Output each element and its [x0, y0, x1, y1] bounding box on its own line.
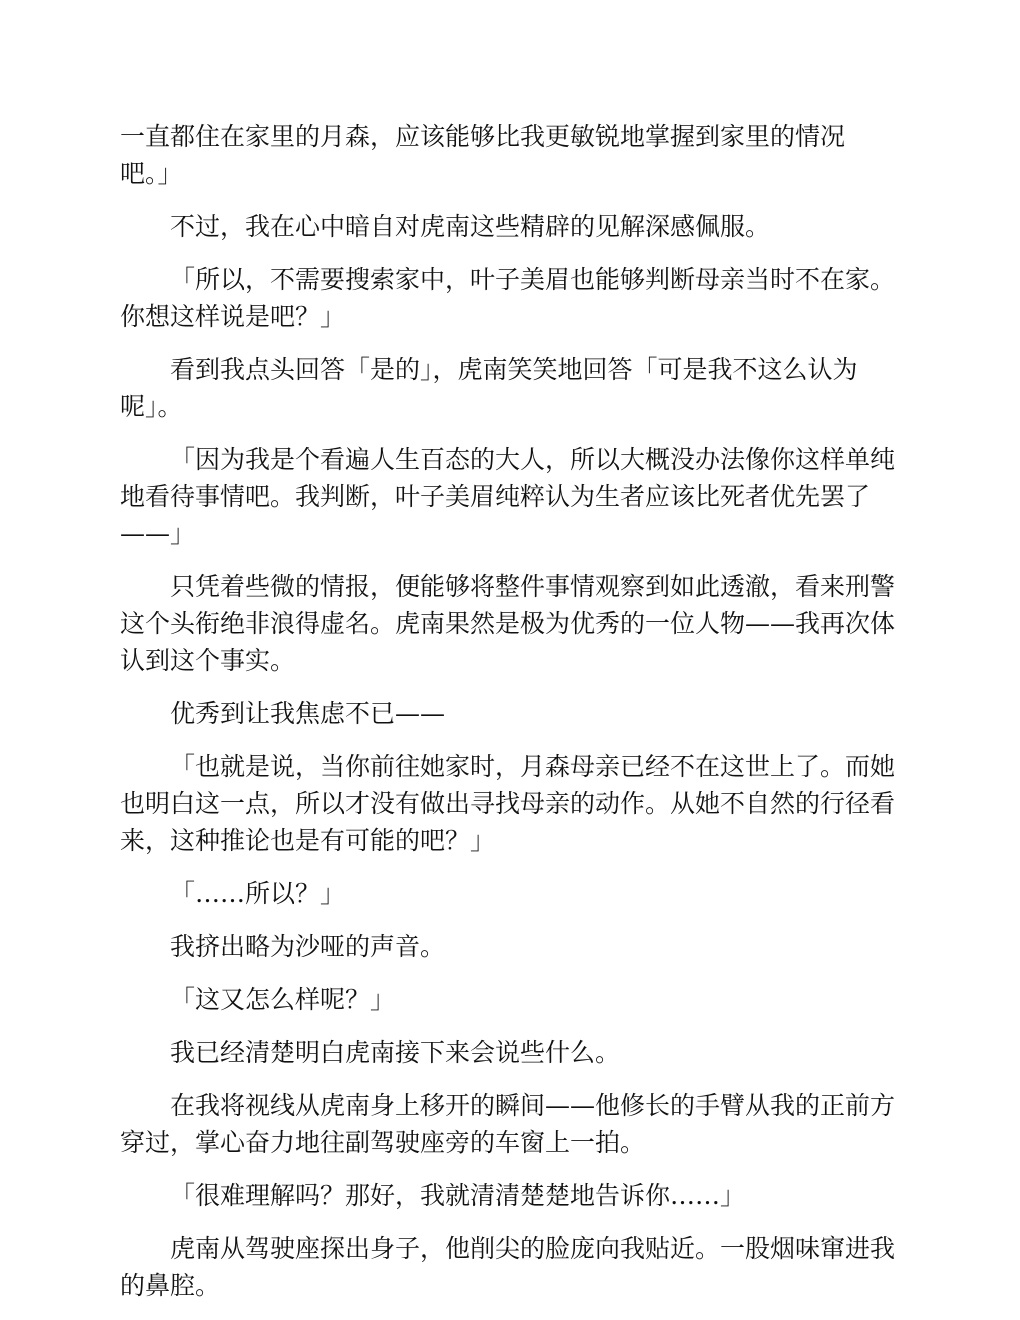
- paragraph: [120, 208, 900, 245]
- text-line: 一直都住在家里的月森，应该能够比我更敏锐地掌握到家里的情况: [120, 122, 846, 151]
- text-line: 看到我点头回答「是的」，虎南笑笑地回答「可是我不这么认为: [170, 355, 858, 384]
- text-line: 不过，我在心中暗自对虎南这些精辟的见解深感佩服。: [170, 212, 771, 241]
- text-line: 只凭着些微的情报，便能够将整件事情观察到如此透澈，看来刑警: [170, 572, 896, 601]
- text-line: 地看待事情吧。我判断，叶子美眉纯粹认为生者应该比死者优先罢了: [120, 482, 871, 511]
- paragraph: [120, 875, 900, 912]
- paragraph: [120, 1177, 900, 1214]
- text-line: 虎南从驾驶座探出身子，他削尖的脸庞向我贴近。一股烟味窜进我: [170, 1234, 896, 1263]
- paragraph: [120, 1230, 900, 1304]
- text-line: 你想这样说是吧？」: [120, 302, 346, 331]
- paragraph: [120, 1087, 900, 1161]
- text-line: 认到这个事实。: [120, 646, 296, 675]
- text-line: 也明白这一点，所以才没有做出寻找母亲的动作。从她不自然的行径看: [120, 789, 896, 818]
- paragraph: [120, 748, 900, 859]
- text-line: 「所以，不需要搜索家中，叶子美眉也能够判断母亲当时不在家。: [170, 265, 896, 294]
- paragraph: [120, 118, 900, 192]
- text-line: ——」: [120, 519, 196, 548]
- text-line: 在我将视线从虎南身上移开的瞬间——他修长的手臂从我的正前方: [170, 1091, 896, 1120]
- text-line: 「因为我是个看遍人生百态的大人，所以大概没办法像你这样单纯: [170, 445, 896, 474]
- paragraph: [120, 695, 900, 732]
- text-line: 「很难理解吗？那好，我就清清楚楚地告诉你……」: [170, 1181, 746, 1210]
- text-line: 吧。」: [120, 159, 183, 188]
- text-line: 「这又怎么样呢？」: [170, 985, 396, 1014]
- paragraph: [120, 1034, 900, 1071]
- text-line: 「……所以？」: [170, 879, 346, 908]
- document-page: [120, 118, 900, 1320]
- text-line: 优秀到让我焦虑不已——: [170, 699, 446, 728]
- text-line: 「也就是说，当你前往她家时，月森母亲已经不在这世上了。而她: [170, 752, 896, 781]
- paragraph: [120, 568, 900, 679]
- paragraph: [120, 351, 900, 425]
- paragraph: [120, 261, 900, 335]
- text-line: 这个头衔绝非浪得虚名。虎南果然是极为优秀的一位人物——我再次体: [120, 609, 896, 638]
- paragraph: [120, 981, 900, 1018]
- text-line: 的鼻腔。: [120, 1271, 221, 1300]
- text-line: 穿过，掌心奋力地往副驾驶座旁的车窗上一拍。: [120, 1128, 646, 1157]
- text-line: 呢」。: [120, 392, 183, 421]
- text-line: 我已经清楚明白虎南接下来会说些什么。: [170, 1038, 621, 1067]
- paragraph: [120, 928, 900, 965]
- text-line: 来，这种推论也是有可能的吧？」: [120, 826, 496, 855]
- paragraph: [120, 441, 900, 552]
- text-line: 我挤出略为沙哑的声音。: [170, 932, 446, 961]
